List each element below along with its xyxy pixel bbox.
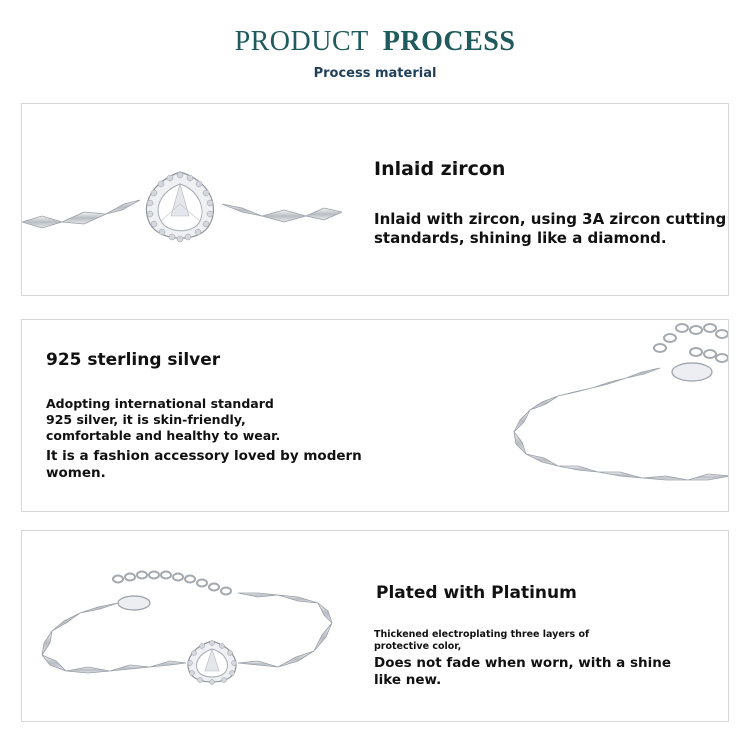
feature-panel-sterling-silver: [21, 319, 729, 512]
section-text-line: comfortable and healthy to wear.: [46, 428, 281, 443]
section-text-line: It is a fashion accessory loved by modern: [46, 448, 362, 464]
section-text-line: Thickened electroplating three layers of: [374, 629, 590, 640]
feature-panel-inlaid-zircon: [21, 103, 729, 296]
section-text-line: Adopting international standard: [46, 396, 274, 411]
section-text-line: protective color,: [374, 641, 462, 652]
bracelet-full-view-image: [22, 531, 342, 722]
title-bold: PROCESS: [382, 26, 516, 57]
page-title: [0, 26, 750, 58]
section-text-line: 925 silver, it is skin-friendly,: [46, 412, 246, 427]
section-text-line: standards, shining like a diamond.: [374, 229, 667, 247]
page-subtitle: Process material: [313, 66, 437, 81]
feature-panel-platinum-plating: [21, 530, 729, 722]
title-light: PRODUCT: [234, 26, 369, 57]
section-heading: Inlaid zircon: [374, 158, 506, 180]
section-text-line: like new.: [374, 672, 442, 688]
bracelet-detail-teardrop-zircon-image: [22, 104, 342, 296]
section-heading: 925 sterling silver: [46, 350, 221, 370]
bracelet-chain-clasp-image: [500, 320, 729, 512]
section-text-line: Does not fade when worn, with a shine: [374, 655, 672, 671]
section-text-line: Inlaid with zircon, using 3A zircon cutting: [374, 210, 727, 228]
section-heading: Plated with Platinum: [376, 583, 577, 603]
section-text-line: women.: [46, 465, 106, 481]
